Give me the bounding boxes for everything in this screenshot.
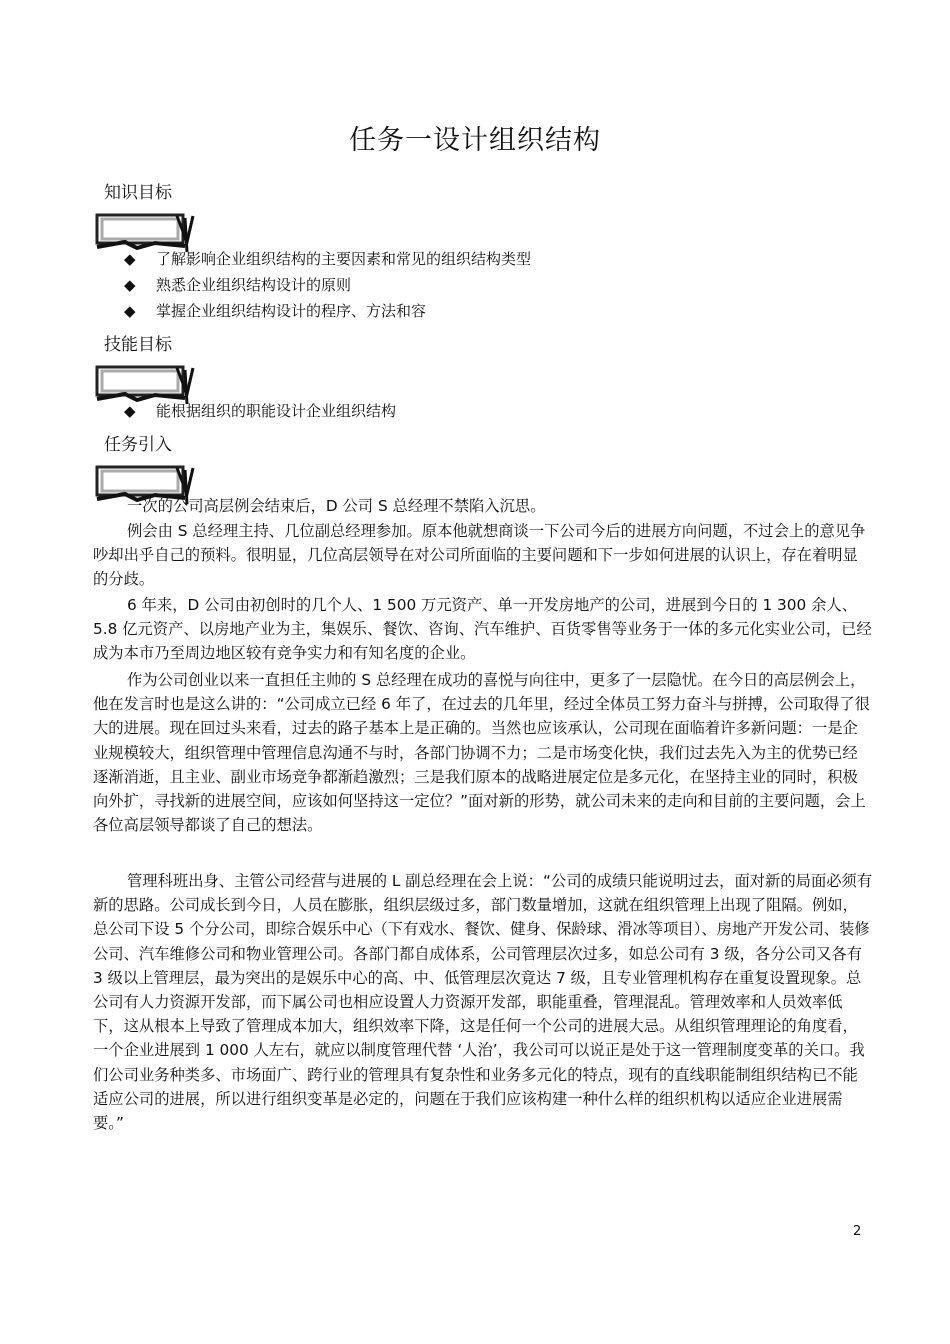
body-paragraph-4: 作为公司创业以来一直担任主帅的 S 总经理在成功的喜悦与向往中，更多了一层隐忧。在今日的高层例会上，他在发言时也是这么讲的：“公司成立已经 6 年了，在过去的几年里，经过全体员工努力奋斗与拼搏，公司取得了很大的进展。现在回过头来看，过去的路子基本上是正确的。当然也应该承认，公司现在面临着许多新问题：一是企业规模较大，组织管理中管理信息沟通不与时，各部门协调不力；二是市场变化快，我们过去先入为主的优势已经逐渐消逝，且主业、副业市场竞争都渐趋激烈；三是我们原本的战略进展定位是多元化，在坚持主业的同时，积极向外扩，寻找新的进展空间，应该如何坚持这一定位？”面对新的形势，就公司未来的走向和目前的主要问题，会上各位高层领导都谈了自己的想法。 bbox=[93, 671, 870, 835]
diamond-icon: ◆ bbox=[124, 402, 136, 420]
body-paragraph-3: 6 年来，D 公司由初创时的几个人、1 500 万元资产、单一开发房地产的公司，进展到今日的 1 300 余人、5.8 亿元资产、以房地产业为主，集娱乐、餐饮、咨询、汽车维护、百货零售等业务于一体的多元化实业公司，已经成为本市乃至周边地区较有竞争实力和有知名度的企业。 bbox=[93, 596, 872, 663]
knowledge-heading: 知识目标 bbox=[104, 183, 172, 203]
body-paragraph-1: 一次的公司高层例会结束后，D 公司 S 总经理不禁陷入沉思。 bbox=[127, 497, 546, 515]
page-title: 任务一设计组织结构 bbox=[349, 125, 601, 156]
diamond-icon: ◆ bbox=[124, 276, 136, 294]
bullet-text: 能根据组织的职能设计企业组织结构 bbox=[156, 402, 397, 420]
diamond-icon: ◆ bbox=[124, 250, 136, 268]
task-heading: 任务引入 bbox=[104, 435, 172, 455]
bullet-text: 掌握企业组织结构设计的程序、方法和容 bbox=[156, 302, 427, 320]
knowledge-bullet-3 bbox=[124, 300, 426, 321]
skills-bullet-1 bbox=[124, 400, 396, 421]
diamond-icon: ◆ bbox=[124, 302, 136, 320]
bullet-text: 熟悉企业组织结构设计的原则 bbox=[156, 276, 352, 294]
body-paragraph-2: 例会由 S 总经理主持、几位副总经理参加。原本他就想商谈一下公司今后的进展方向问题，不过会上的意见争吵却出乎自己的预料。很明显，几位高层领导在对公司所面临的主要问题和下一步如何进展的认识上，存在着明显的分歧。 bbox=[93, 522, 866, 589]
knowledge-bullet-2 bbox=[124, 274, 351, 295]
knowledge-bullet-1 bbox=[124, 248, 531, 269]
skills-heading: 技能目标 bbox=[104, 335, 172, 355]
bullet-text: 了解影响企业组织结构的主要因素和常见的组织结构类型 bbox=[156, 250, 532, 268]
body-paragraph-5: 管理科班出身、主管公司经营与进展的 L 副总经理在会上说：“公司的成绩只能说明过去，面对新的局面必须有新的思路。公司成长到今日，人员在膨胀，组织层级过多，部门数量增加，这就在组织管理上出现了阻隔。例如，总公司下设 5 个分公司，即综合娱乐中心（下有戏水、餐饮、健身、保龄球、滑冰等项目）、房地产开发公司、装修公司、汽车维修公司和物业管理公司。各部门都自成体系，公司管理层次过多，如总公司有 3 级，各分公司又各有 3 级以上管理层，最为突出的是娱乐中心的高、中、低管理层次竟达 7 级，且专业管理机构存在重复设置现象。总公司有人力资源开发部，而下属公司也相应设置人力资源开发部，职能重叠，管理混乱。管理效率和人员效率低下，这从根本上导致了管理成本加大，组织效率下降，这是任何一个公司的进展大忌。从组织管理理论的角度看，一个企业进展到 1 000 人左右，就应以制度管理代替 ‘人治’，我公司可以说正是处于这一管理制度变革的关口。我们公司业务种类多、市场面广、跨行业的管理具有复杂性和业务多元化的特点，现有的直线职能制组织结构已不能适应公司的进展，所以进行组织变革是必定的，问题在于我们应该构建一种什么样的组织机构以适应企业进展需要。” bbox=[93, 872, 873, 1133]
page-number: 2 bbox=[853, 1224, 862, 1239]
